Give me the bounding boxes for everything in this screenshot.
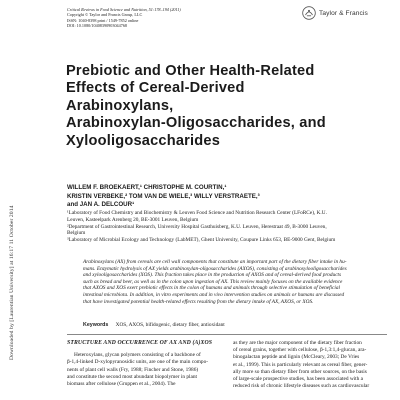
- body-line: as they are the major component of the dietary fiber fraction: [233, 340, 362, 346]
- taylor-francis-logo-icon: [302, 6, 316, 20]
- affiliation-line: ³Laboratory of Microbial Ecology and Technology (LabMET), Ghent University, Coupure Links 653, BE-9000 Gent, Belgium: [67, 237, 336, 244]
- title-line: Prebiotic and Other Health-Related: [66, 63, 315, 79]
- section-heading: STRUCTURE AND OCCURRENCE OF AX AND (A)XOS: [67, 340, 213, 346]
- publisher-name: Taylor & Francis: [319, 9, 368, 17]
- abstract-line: intestinal microbiota. In addition, in vitro experiments and in vivo intervention studies on animals or humans are discussed: [83, 291, 345, 298]
- title-line: Effects of Cereal-Derived: [66, 80, 245, 97]
- body-line: ally more so than dietary fiber from other sources, on the basis: [233, 368, 367, 375]
- paper-title: [66, 63, 386, 150]
- body-line: binogalactan peptide and lignin (McCleary, 2003; De Vries: [233, 354, 360, 361]
- affiliation-line: ¹Laboratory of Food Chemistry and Biochemistry & Leuven Food Science and Nutrition Research Center (LFoRCe), K.U.: [67, 210, 327, 216]
- body-line: Heteroxylans, glycan polymers consisting of a backbone of: [74, 352, 201, 359]
- body-line: of cereal grains, together with cellulose, β-1,3:1,4-glucan, ara-: [233, 347, 367, 354]
- section-divider: [67, 334, 387, 335]
- doi-line[interactable]: DOI: 10.1080/10408390903044768: [67, 22, 128, 28]
- abstract-line: that have investigated potential health-related effects resulting from the dietary intake of AX, AXOS, or XOS.: [83, 298, 314, 305]
- affiliations: [67, 210, 335, 244]
- affiliation-line: ²Department of Gastrointestinal Research, University Hospital Gasthuisberg, K.U. Leuven, Herestraat 49, B-3000 Leuven,: [67, 223, 327, 230]
- abstract: [83, 259, 383, 305]
- download-watermark: Downloaded by [Laurentian University] at 16:17 11 October 2014: [9, 205, 15, 360]
- copyright-line: Copyright © Taylor and Francis Group, LLC: [67, 12, 143, 18]
- affiliation-line: Belgium: [67, 230, 86, 237]
- body-column-left: [67, 340, 215, 388]
- keywords-value: XOS, AXOS, bifidogenic, dietary fiber, antioxidant: [115, 322, 225, 328]
- body-line: reduced risk of chronic lifestyle diseases such as cardiovascular: [233, 383, 370, 390]
- keywords-label: Keywords: [83, 322, 109, 328]
- body-column-right: [233, 340, 381, 390]
- body-line: et al., 1999). This is particularly relevant as cereal fiber, gener-: [233, 361, 368, 368]
- body-line: nents of plant cell walls (Fry, 1988; Fincher and Stone, 1986): [67, 366, 199, 373]
- abstract-line: and xylooligosaccharides (XOS). This fraction takes place in the production of AXOS and of cereal-derived food products: [83, 272, 342, 279]
- body-line: biomass after cellulose (Gruppen et al., 2004). The: [67, 381, 176, 388]
- body-line: β-1,4-linked D-xylopyranosidic units, are one of the main compo-: [67, 359, 209, 366]
- abstract-line: Arabinoxylans (AX) from cereals are cell wall components that constitute an important part of the dietary fiber intake in hu-: [83, 259, 347, 265]
- author-line: and JAN A. DELCOUR¹: [67, 201, 135, 209]
- author-line: KRISTIN VERBEKE,² TOM VAN DE WIELE,³ WILLY VERSTRAETE,³: [67, 192, 260, 200]
- journal-info: [67, 7, 181, 28]
- title-line: Xylooligosaccharides: [66, 132, 221, 149]
- keywords: [83, 322, 225, 328]
- author-list: [67, 184, 260, 210]
- affiliation-line: Leuven, Kasteelpark Arenberg 20, BE-3001 Leuven, Belgium: [67, 216, 199, 223]
- body-line: and constitute the second most abundant biopolymer in plant: [67, 373, 198, 380]
- journal-citation: Critical Reviews in Food Science and Nutrition, 51:178–194 (2011): [67, 7, 181, 12]
- abstract-line: such as bread and beer, as well as in the colon upon ingestion of AX. This review mainly focuses on the available evidence: [83, 278, 343, 285]
- publisher-logo[interactable]: [302, 5, 384, 21]
- issn-line: ISSN: 1040-8398 print / 1549-7852 online: [67, 17, 139, 23]
- title-line: Arabinoxylans,: [66, 97, 174, 114]
- title-line: Arabinoxylan-Oligosaccharides, and: [66, 115, 326, 132]
- abstract-line: that AXOS and XOS exert prebiotic effects in the colon of humans and animals through selective stimulation of beneficial: [83, 285, 340, 292]
- abstract-line: mans. Enzymatic hydrolysis of AX yields arabinoxylan-oligosaccharides (AXOS), consisting of arabinoxylooligosaccharides: [83, 265, 347, 272]
- author-line: WILLEM F. BROEKAERT,¹ CHRISTOPHE M. COURTIN,¹: [67, 184, 227, 191]
- body-line: of large-scale prospective studies, has been associated with a: [233, 376, 364, 383]
